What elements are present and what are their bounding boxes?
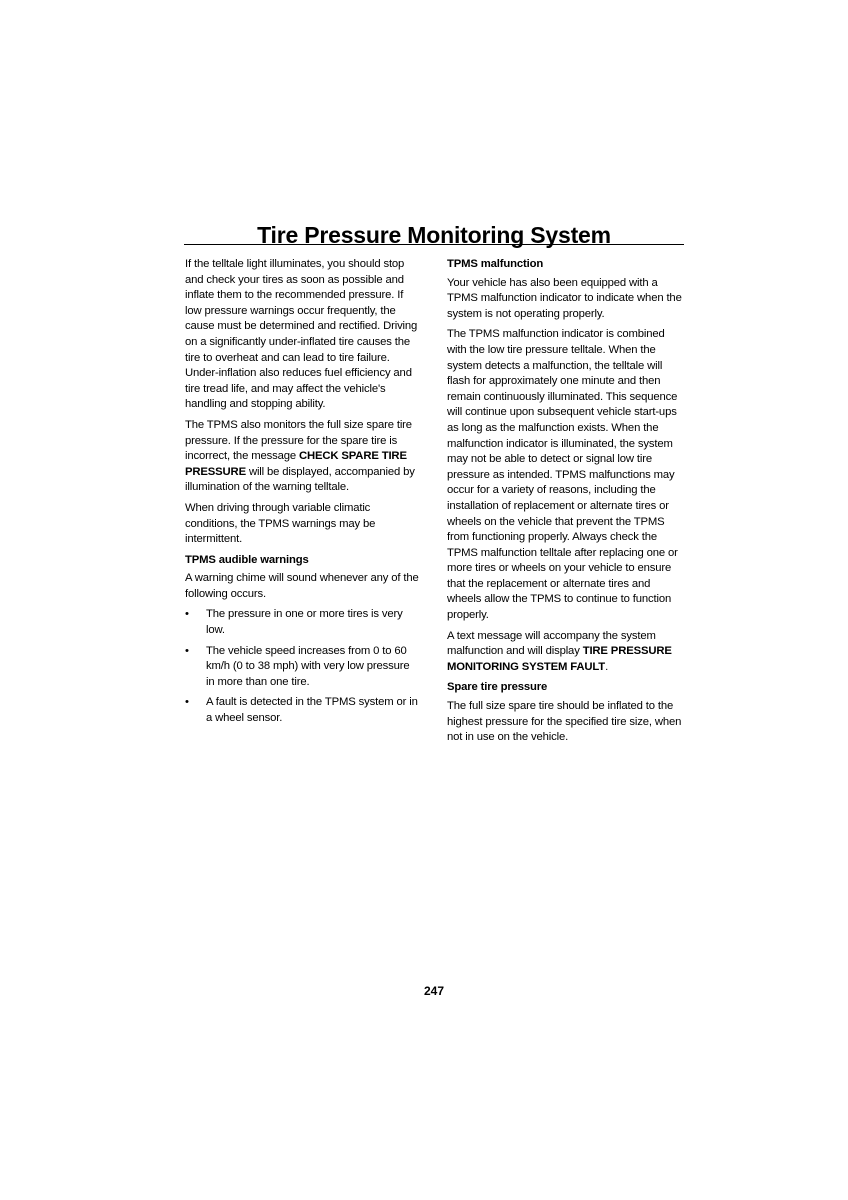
malfunction-paragraph-2: The TPMS malfunction indicator is combined with the low tire pressure telltale. When the system detects a malfunction, the telltale will flash for approximately one minute and then remain continuously illuminated. This sequence will continue upon subsequent vehicle start-ups as long as the malfunction exists. When the malfunction indicator is illuminated, the system may not be able to detect or signal low tire pressure as intended. TPMS malfunctions may occur for a variety of reasons, including the installation of replacement or alternate tires or wheels on the vehicle that prevent the TPMS from functioning properly. Always check the TPMS malfunction telltale after replacing one or more tires or wheels on your vehicle to ensure that the replacement or alternate tires and wheels allow the TPMS to continue to function properly. [447, 328, 678, 622]
climatic-paragraph: When driving through variable climatic conditions, the TPMS warnings may be intermittent. [185, 501, 376, 546]
bullet-icon: • [185, 644, 189, 657]
page-title: Tire Pressure Monitoring System [257, 222, 611, 249]
intro-paragraph: If the telltale light illuminates, you should stop and check your tires as soon as possible and inflate them to the recommended pressure. If low pressure warnings occur frequently, the cause must be determined and rectified. Driving on a significantly under-inflated tire causes the tire to overheat and can lead to tire failure. Under-inflation also reduces fuel efficiency and tire tread life, and may affect the vehicle's handling and stopping ability. [185, 258, 418, 411]
malfunction-message: TIRE PRESSURE MONITORING SYSTEM FAULT [447, 645, 672, 673]
spare-monitor-text-b: will be displayed, accompanied by illumination of the warning telltale. [185, 465, 415, 494]
list-item-text: The vehicle speed increases from 0 to 60 km/h (0 to 38 mph) with very low pressure in more than one tire. [206, 644, 410, 688]
malfunction-message-text-b: . [605, 660, 609, 673]
list-item [185, 607, 421, 638]
left-column [185, 257, 421, 732]
malfunction-message-text-a: A text message will accompany the system malfunction and will display [447, 629, 656, 658]
list-item [185, 644, 421, 691]
audible-intro: A warning chime will sound whenever any of the following occurs. [185, 572, 419, 600]
right-column [447, 257, 683, 751]
bullet-icon: • [185, 608, 189, 621]
list-item [185, 695, 421, 726]
bullet-icon: • [185, 696, 189, 709]
page-number: 247 [423, 984, 445, 998]
malfunction-paragraph-1: Your vehicle has also been equipped with a TPMS malfunction indicator to indicate when the system is not operating properly. [447, 276, 682, 320]
malfunction-message-paragraph [447, 629, 683, 676]
audible-warning-list [185, 607, 421, 726]
malfunction-heading: TPMS malfunction [447, 258, 544, 270]
spare-tire-paragraph: The full size spare tire should be inflated to the highest pressure for the specified tire size, when not in use on the vehicle. [447, 700, 682, 744]
spare-monitor-text-a: The TPMS also monitors the full size spare tire pressure. If the pressure for the spare tire is incorrect, the message [185, 418, 412, 463]
spare-monitor-message: CHECK SPARE TIRE PRESSURE [185, 450, 407, 478]
spare-tire-heading: Spare tire pressure [447, 681, 548, 694]
audible-warnings-heading: TPMS audible warnings [185, 553, 309, 566]
spare-monitor-paragraph [185, 418, 421, 496]
list-item-text: A fault is detected in the TPMS system or in a wheel sensor. [206, 696, 418, 725]
title-rule [184, 244, 684, 245]
list-item-text: The pressure in one or more tires is very low. [206, 608, 403, 637]
